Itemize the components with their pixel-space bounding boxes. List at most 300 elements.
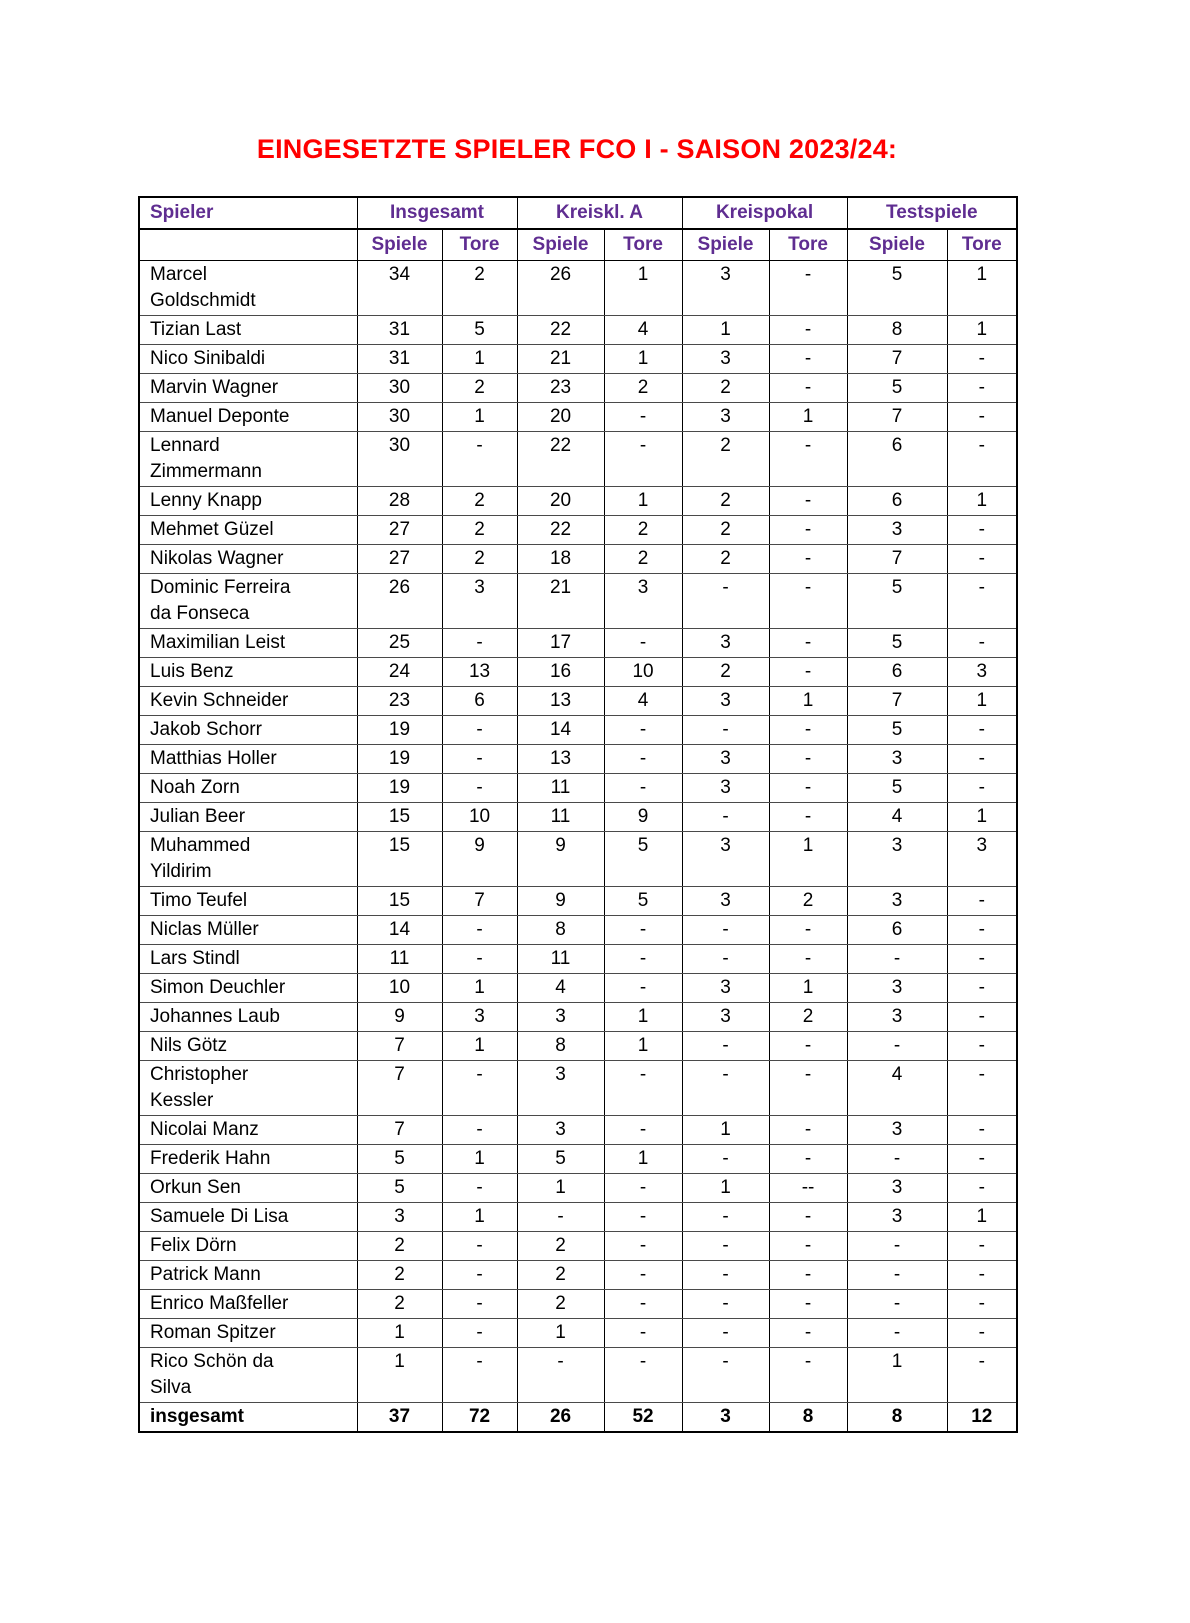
stat-cell: 2	[442, 374, 517, 403]
stat-cell: 13	[517, 687, 604, 716]
table-row	[139, 629, 1017, 658]
stat-cell: 26	[517, 261, 604, 316]
table-row	[139, 316, 1017, 345]
stat-cell: -	[947, 1061, 1017, 1116]
stat-cell: 2	[604, 545, 682, 574]
stat-cell: 1	[682, 1116, 769, 1145]
stat-cell: -	[442, 1174, 517, 1203]
stat-cell: 24	[357, 658, 442, 687]
stat-cell: -	[604, 774, 682, 803]
table-row	[139, 1319, 1017, 1348]
stat-cell: 27	[357, 545, 442, 574]
stat-cell: -	[442, 1290, 517, 1319]
stat-cell: -	[442, 432, 517, 487]
stat-cell: 7	[357, 1061, 442, 1116]
stat-cell: -	[682, 1319, 769, 1348]
stat-cell: 25	[357, 629, 442, 658]
stat-cell: -	[517, 1348, 604, 1403]
table-row	[139, 545, 1017, 574]
player-name: Marvin Wagner	[139, 374, 357, 403]
table-row	[139, 945, 1017, 974]
player-name: Marcel Goldschmidt	[139, 261, 357, 316]
stat-cell: 3	[847, 1116, 947, 1145]
player-name: Kevin Schneider	[139, 687, 357, 716]
total-stat-cell: 37	[357, 1403, 442, 1433]
stat-cell: 21	[517, 574, 604, 629]
stat-cell: -	[947, 345, 1017, 374]
stat-cell: 2	[442, 487, 517, 516]
player-name: Dominic Ferreira da Fonseca	[139, 574, 357, 629]
stat-cell: 1	[947, 1203, 1017, 1232]
sub-header-row	[139, 229, 1017, 261]
table-row	[139, 403, 1017, 432]
stat-cell: -	[947, 629, 1017, 658]
table-row	[139, 1232, 1017, 1261]
stat-cell: 1	[442, 1145, 517, 1174]
player-name: Mehmet Güzel	[139, 516, 357, 545]
player-name: Felix Dörn	[139, 1232, 357, 1261]
stat-cell: 1	[847, 1348, 947, 1403]
group-header-0: Insgesamt	[357, 197, 517, 229]
stat-cell: -	[947, 716, 1017, 745]
player-name: Maximilian Leist	[139, 629, 357, 658]
stat-cell: 1	[604, 345, 682, 374]
stat-cell: -	[847, 1232, 947, 1261]
stat-cell: -	[604, 629, 682, 658]
stat-cell: -	[769, 487, 847, 516]
stat-cell: 18	[517, 545, 604, 574]
stat-cell: 2	[682, 374, 769, 403]
player-name: Samuele Di Lisa	[139, 1203, 357, 1232]
total-stat-cell: 26	[517, 1403, 604, 1433]
stat-cell: -	[682, 803, 769, 832]
stat-cell: -	[947, 1116, 1017, 1145]
group-header-2: Kreispokal	[682, 197, 847, 229]
sub-header-spiele-2: Spiele	[682, 229, 769, 261]
player-name: Matthias Holler	[139, 745, 357, 774]
stat-cell: -	[442, 945, 517, 974]
player-name: Lars Stindl	[139, 945, 357, 974]
stat-cell: -	[442, 774, 517, 803]
stat-cell: 9	[604, 803, 682, 832]
stat-cell: -	[947, 1174, 1017, 1203]
stat-cell: -	[769, 432, 847, 487]
stat-cell: 5	[847, 716, 947, 745]
player-name: Nicolai Manz	[139, 1116, 357, 1145]
stat-cell: -	[847, 1290, 947, 1319]
stat-cell: 5	[847, 629, 947, 658]
stat-cell: -	[442, 716, 517, 745]
stat-cell: -	[682, 716, 769, 745]
stat-cell: -	[769, 316, 847, 345]
page-title: EINGESETZTE SPIELER FCO I - SAISON 2023/24:	[256, 134, 898, 164]
stat-cell: 2	[517, 1261, 604, 1290]
stat-cell: 1	[517, 1319, 604, 1348]
stat-cell: 13	[442, 658, 517, 687]
stat-cell: 1	[604, 487, 682, 516]
stat-cell: 11	[517, 774, 604, 803]
player-name: Niclas Müller	[139, 916, 357, 945]
stat-cell: 5	[847, 574, 947, 629]
stat-cell: -	[442, 1061, 517, 1116]
player-name: Nikolas Wagner	[139, 545, 357, 574]
stat-cell: 2	[769, 887, 847, 916]
stat-cell: 26	[357, 574, 442, 629]
stat-cell: 7	[357, 1032, 442, 1061]
table-row	[139, 345, 1017, 374]
stat-cell: -	[947, 545, 1017, 574]
table-row	[139, 432, 1017, 487]
table-row	[139, 887, 1017, 916]
stat-cell: 3	[517, 1061, 604, 1116]
stat-cell: -	[604, 1203, 682, 1232]
stat-cell: -	[604, 1261, 682, 1290]
stat-cell: 3	[357, 1203, 442, 1232]
stat-cell: -	[947, 916, 1017, 945]
stat-cell: -	[604, 945, 682, 974]
stat-cell: 3	[682, 629, 769, 658]
stat-cell: -	[769, 1261, 847, 1290]
stat-cell: 10	[357, 974, 442, 1003]
stat-cell: 6	[847, 487, 947, 516]
stat-cell: 3	[682, 887, 769, 916]
table-row	[139, 774, 1017, 803]
stat-cell: -	[769, 1203, 847, 1232]
stat-cell: 2	[357, 1232, 442, 1261]
player-name: Roman Spitzer	[139, 1319, 357, 1348]
stat-cell: 5	[357, 1174, 442, 1203]
stat-cell: -	[847, 1145, 947, 1174]
table-row	[139, 803, 1017, 832]
stat-cell: -	[769, 1061, 847, 1116]
stat-cell: 5	[847, 374, 947, 403]
stat-cell: 4	[847, 1061, 947, 1116]
stat-cell: 6	[847, 916, 947, 945]
sub-header-spiele-1: Spiele	[517, 229, 604, 261]
stat-cell: -	[769, 1232, 847, 1261]
stat-cell: 3	[682, 745, 769, 774]
stat-cell: 2	[604, 516, 682, 545]
table-row	[139, 832, 1017, 887]
stat-cell: 3	[847, 1174, 947, 1203]
stat-cell: -	[682, 1261, 769, 1290]
stat-cell: 23	[517, 374, 604, 403]
stat-cell: 5	[357, 1145, 442, 1174]
stat-cell: 27	[357, 516, 442, 545]
stat-cell: -	[682, 1290, 769, 1319]
stat-cell: 3	[682, 687, 769, 716]
column-header-spieler: Spieler	[139, 197, 357, 229]
table-row	[139, 261, 1017, 316]
sub-header-tore-1: Tore	[604, 229, 682, 261]
stat-cell: 1	[769, 687, 847, 716]
player-name: Patrick Mann	[139, 1261, 357, 1290]
stat-cell: 1	[517, 1174, 604, 1203]
stat-cell: 1	[769, 403, 847, 432]
stat-cell: 3	[847, 974, 947, 1003]
stat-cell: -	[604, 1290, 682, 1319]
stat-cell: 1	[604, 1145, 682, 1174]
stat-cell: 19	[357, 745, 442, 774]
stat-cell: 3	[682, 832, 769, 887]
stat-cell: -	[947, 945, 1017, 974]
stat-cell: -	[682, 1232, 769, 1261]
stat-cell: 2	[442, 545, 517, 574]
total-stat-cell: 72	[442, 1403, 517, 1433]
stat-cell: 1	[442, 1032, 517, 1061]
stat-cell: 15	[357, 887, 442, 916]
stat-cell: -	[947, 403, 1017, 432]
stat-cell: -	[947, 887, 1017, 916]
stat-cell: -	[947, 1319, 1017, 1348]
table-header	[139, 197, 1017, 261]
stat-cell: 7	[847, 345, 947, 374]
table-row	[139, 974, 1017, 1003]
stat-cell: -	[682, 1061, 769, 1116]
sub-header-tore-3: Tore	[947, 229, 1017, 261]
stat-cell: 2	[682, 516, 769, 545]
table-row	[139, 1174, 1017, 1203]
stat-cell: 3	[847, 887, 947, 916]
stat-cell: 2	[682, 658, 769, 687]
sub-header-tore-0: Tore	[442, 229, 517, 261]
stat-cell: 11	[517, 803, 604, 832]
stat-cell: 15	[357, 832, 442, 887]
total-stat-cell: 3	[682, 1403, 769, 1433]
stat-cell: -	[769, 1145, 847, 1174]
stat-cell: 4	[847, 803, 947, 832]
stat-cell: -	[604, 1116, 682, 1145]
stat-cell: 31	[357, 345, 442, 374]
stat-cell: 34	[357, 261, 442, 316]
stat-cell: -	[442, 1232, 517, 1261]
table-row	[139, 916, 1017, 945]
stat-cell: 1	[947, 316, 1017, 345]
stat-cell: 21	[517, 345, 604, 374]
stat-cell: 2	[517, 1232, 604, 1261]
stat-cell: 22	[517, 432, 604, 487]
stat-cell: -	[604, 432, 682, 487]
stat-cell: 9	[517, 887, 604, 916]
stat-cell: -	[769, 745, 847, 774]
stat-cell: -	[769, 1319, 847, 1348]
stat-cell: -	[769, 1348, 847, 1403]
stat-cell: 1	[769, 832, 847, 887]
stat-cell: 22	[517, 316, 604, 345]
player-name: Tizian Last	[139, 316, 357, 345]
stat-cell: 22	[517, 516, 604, 545]
stat-cell: 7	[847, 403, 947, 432]
stat-cell: 13	[517, 745, 604, 774]
player-name: Orkun Sen	[139, 1174, 357, 1203]
stat-cell: -	[769, 374, 847, 403]
stat-cell: 30	[357, 374, 442, 403]
stat-cell: -	[769, 629, 847, 658]
stat-cell: 3	[947, 832, 1017, 887]
stat-cell: 1	[682, 1174, 769, 1203]
stat-cell: -	[769, 516, 847, 545]
table-row	[139, 1203, 1017, 1232]
player-name: Enrico Maßfeller	[139, 1290, 357, 1319]
stat-cell: 3	[847, 1203, 947, 1232]
stat-cell: 6	[442, 687, 517, 716]
table-row	[139, 1261, 1017, 1290]
player-name: Johannes Laub	[139, 1003, 357, 1032]
stat-cell: 10	[442, 803, 517, 832]
group-header-1: Kreiskl. A	[517, 197, 682, 229]
stat-cell: -	[517, 1203, 604, 1232]
stat-cell: -	[947, 1290, 1017, 1319]
table-row	[139, 516, 1017, 545]
stat-cell: -	[442, 916, 517, 945]
stat-cell: -	[769, 916, 847, 945]
stat-cell: 16	[517, 658, 604, 687]
stat-cell: 3	[442, 1003, 517, 1032]
player-name: Muhammed Yildirim	[139, 832, 357, 887]
stat-cell: -	[604, 974, 682, 1003]
total-label: insgesamt	[139, 1403, 357, 1433]
player-name: Timo Teufel	[139, 887, 357, 916]
stat-cell: 1	[357, 1348, 442, 1403]
player-name: Lennard Zimmermann	[139, 432, 357, 487]
stat-cell: -	[769, 574, 847, 629]
stat-cell: 28	[357, 487, 442, 516]
stat-cell: -	[442, 1116, 517, 1145]
stat-cell: 1	[947, 803, 1017, 832]
stat-cell: -	[604, 1061, 682, 1116]
stat-cell: 5	[517, 1145, 604, 1174]
stat-cell: -	[604, 1174, 682, 1203]
stat-cell: -	[682, 1348, 769, 1403]
stat-cell: 14	[357, 916, 442, 945]
stat-cell: 1	[682, 316, 769, 345]
players-table	[138, 196, 1018, 1433]
player-name: Christopher Kessler	[139, 1061, 357, 1116]
stat-cell: 15	[357, 803, 442, 832]
stat-cell: 3	[682, 774, 769, 803]
stat-cell: 4	[604, 687, 682, 716]
stat-cell: 9	[442, 832, 517, 887]
stat-cell: -	[769, 774, 847, 803]
stat-cell: 3	[604, 574, 682, 629]
group-header-3: Testspiele	[847, 197, 1017, 229]
stat-cell: -	[947, 432, 1017, 487]
table-row	[139, 487, 1017, 516]
stat-cell: 2	[442, 261, 517, 316]
stat-cell: -	[682, 945, 769, 974]
stat-cell: 2	[517, 1290, 604, 1319]
stat-cell: 10	[604, 658, 682, 687]
stat-cell: 2	[682, 487, 769, 516]
table-row	[139, 1145, 1017, 1174]
stat-cell: 1	[442, 974, 517, 1003]
stat-cell: 1	[442, 345, 517, 374]
stat-cell: -	[442, 1348, 517, 1403]
stat-cell: 5	[847, 774, 947, 803]
stat-cell: 3	[682, 974, 769, 1003]
stat-cell: 1	[769, 974, 847, 1003]
table-row	[139, 1061, 1017, 1116]
sub-header-empty	[139, 229, 357, 261]
stat-cell: -	[947, 974, 1017, 1003]
table-row	[139, 1290, 1017, 1319]
stat-cell: 5	[604, 832, 682, 887]
stat-cell: -	[947, 516, 1017, 545]
stat-cell: -	[769, 716, 847, 745]
stat-cell: 23	[357, 687, 442, 716]
stat-cell: 30	[357, 432, 442, 487]
stat-cell: 1	[442, 1203, 517, 1232]
stat-cell: 2	[357, 1290, 442, 1319]
stat-cell: 19	[357, 716, 442, 745]
stat-cell: 8	[517, 1032, 604, 1061]
stat-cell: -	[769, 1032, 847, 1061]
stat-cell: 1	[947, 261, 1017, 316]
stat-cell: 2	[357, 1261, 442, 1290]
player-name: Julian Beer	[139, 803, 357, 832]
stat-cell: -	[947, 374, 1017, 403]
stat-cell: -	[604, 1319, 682, 1348]
stat-cell: 2	[682, 545, 769, 574]
stat-cell: -	[947, 1145, 1017, 1174]
stat-cell: -	[769, 945, 847, 974]
stat-cell: -	[769, 1116, 847, 1145]
stat-cell: -	[682, 1203, 769, 1232]
stat-cell: 3	[947, 658, 1017, 687]
stat-cell: 7	[847, 687, 947, 716]
player-name: Rico Schön da Silva	[139, 1348, 357, 1403]
stat-cell: 3	[682, 403, 769, 432]
stat-cell: -	[947, 1348, 1017, 1403]
stat-cell: 3	[847, 516, 947, 545]
stat-cell: 5	[847, 261, 947, 316]
stat-cell: 6	[847, 432, 947, 487]
group-header-row	[139, 197, 1017, 229]
stat-cell: -	[947, 1032, 1017, 1061]
table-row	[139, 1116, 1017, 1145]
stat-cell: 30	[357, 403, 442, 432]
stat-cell: 3	[442, 574, 517, 629]
stat-cell: -	[947, 1232, 1017, 1261]
stat-cell: -	[769, 658, 847, 687]
stat-cell: -	[604, 916, 682, 945]
player-name: Luis Benz	[139, 658, 357, 687]
stat-cell: 11	[357, 945, 442, 974]
total-stat-cell: 52	[604, 1403, 682, 1433]
stat-cell: 9	[357, 1003, 442, 1032]
stat-cell: 8	[847, 316, 947, 345]
stat-cell: -	[947, 1261, 1017, 1290]
stat-cell: -	[442, 745, 517, 774]
total-row	[139, 1403, 1017, 1433]
stat-cell: -	[947, 1003, 1017, 1032]
stat-cell: 6	[847, 658, 947, 687]
total-stat-cell: 8	[769, 1403, 847, 1433]
stat-cell: 2	[769, 1003, 847, 1032]
table-row	[139, 374, 1017, 403]
stat-cell: 20	[517, 487, 604, 516]
stat-cell: -	[604, 745, 682, 774]
stat-cell: 1	[604, 261, 682, 316]
total-stat-cell: 8	[847, 1403, 947, 1433]
stat-cell: 7	[847, 545, 947, 574]
stat-cell: 20	[517, 403, 604, 432]
table-row	[139, 745, 1017, 774]
stat-cell: -	[847, 1261, 947, 1290]
stat-cell: -	[847, 1319, 947, 1348]
table-row	[139, 574, 1017, 629]
stat-cell: 7	[442, 887, 517, 916]
